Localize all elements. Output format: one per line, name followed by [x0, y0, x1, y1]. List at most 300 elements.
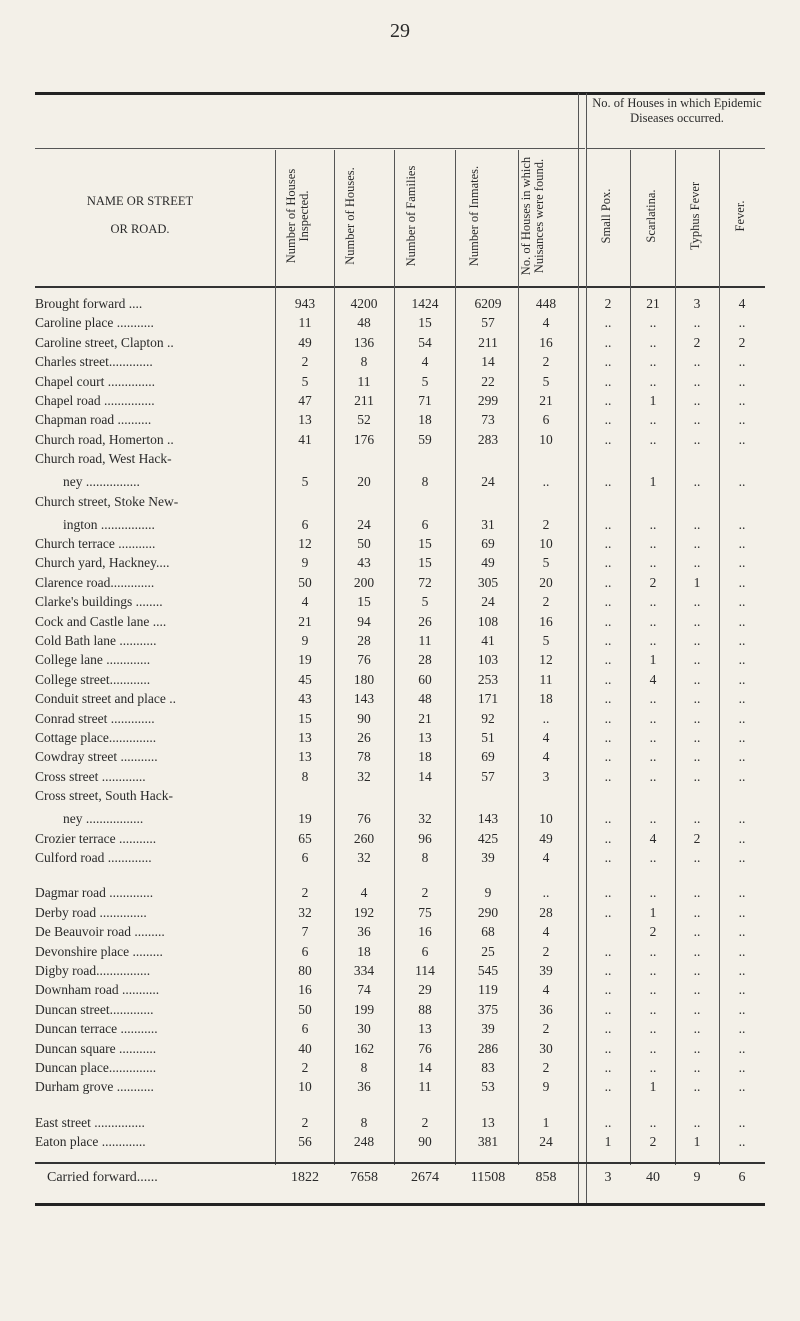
cell-fever: .. — [738, 373, 746, 389]
cell-small-pox: .. — [604, 730, 612, 745]
cell-houses-inspected: 6 — [301, 516, 309, 532]
cell-small-pox: .. — [604, 811, 612, 827]
cell-fever: .. — [738, 1134, 746, 1150]
cell-fever: .. — [738, 710, 746, 726]
cell-typhus-fever: .. — [693, 811, 701, 827]
cell-houses-inspected: 15 — [298, 710, 312, 726]
cell-inmates: 51 — [481, 730, 495, 745]
cell-scarlatina: .. — [649, 1040, 657, 1056]
table-row — [35, 652, 765, 672]
cell-families: 90 — [418, 1134, 432, 1150]
cell-small-pox: .. — [604, 393, 612, 408]
cell-small-pox: .. — [604, 1060, 612, 1075]
cell-typhus-fever: 1 — [693, 1134, 701, 1150]
cell-nuisances: 9 — [542, 1079, 550, 1095]
cell-small-pox: .. — [604, 516, 612, 532]
epidemic-group-rule — [586, 148, 765, 149]
cell-houses: 260 — [353, 830, 375, 846]
cell-houses-inspected: 65 — [298, 830, 312, 846]
cell-nuisances: 2 — [542, 943, 550, 959]
cell-scarlatina: .. — [649, 315, 657, 331]
cell-nuisances: 24 — [539, 1134, 553, 1150]
cell-inmates: 68 — [481, 924, 495, 940]
cell-houses: 4 — [360, 885, 368, 901]
cell-typhus-fever: .. — [693, 373, 701, 389]
cell-families: 21 — [418, 710, 432, 726]
cell-scarlatina: .. — [649, 710, 657, 726]
cell-scarlatina: .. — [649, 633, 657, 648]
cell-families: 96 — [418, 830, 432, 846]
cell-inmates: 39 — [481, 1021, 495, 1037]
table-row — [35, 412, 765, 432]
cell-nuisances: 2 — [542, 516, 550, 532]
street-name: Church road, Homerton .. — [35, 431, 174, 447]
cell-small-pox: .. — [604, 412, 612, 428]
table-row — [35, 730, 765, 750]
cell-families: 11 — [418, 633, 432, 648]
cell-nuisances: 4 — [542, 730, 550, 745]
cell-fever: .. — [738, 412, 746, 428]
cell-typhus-fever: .. — [693, 1114, 701, 1130]
cell-small-pox: .. — [604, 963, 612, 978]
cell-typhus-fever: .. — [693, 1021, 701, 1037]
cell-families: 15 — [418, 315, 432, 331]
table-row — [35, 1134, 765, 1154]
cell-fever: .. — [738, 1001, 746, 1017]
cell-families: 29 — [418, 982, 432, 998]
street-name: Clarke's buildings ........ — [35, 594, 163, 610]
cell-families: 6 — [421, 516, 429, 532]
cell-families: 114 — [415, 963, 435, 978]
cell-small-pox: .. — [604, 613, 612, 629]
cell-scarlatina: 2 — [649, 1134, 657, 1150]
cell-inmates: 119 — [478, 982, 498, 998]
cell-houses: 180 — [353, 671, 375, 687]
cell-houses: 94 — [357, 613, 371, 629]
cell-small-pox: .. — [604, 594, 612, 610]
header-mid-rule — [35, 148, 585, 149]
cell-inmates: 211 — [478, 334, 498, 350]
cell-fever: .. — [738, 315, 746, 331]
cell-inmates: 73 — [481, 412, 495, 428]
cell-houses-inspected: 13 — [298, 412, 312, 428]
street-name: ney ................ — [63, 474, 140, 490]
cell-nuisances: 49 — [539, 830, 553, 846]
cell-small-pox: .. — [604, 691, 612, 707]
cell-fever: .. — [738, 1079, 746, 1095]
cell-families: 4 — [421, 354, 429, 370]
cell-inmates: 13 — [481, 1114, 495, 1130]
cell-fever: .. — [738, 652, 746, 668]
cell-small-pox: .. — [604, 1079, 612, 1095]
cell-inmates: 49 — [481, 555, 495, 571]
street-name: De Beauvoir road ......... — [35, 924, 165, 940]
cell-families: 8 — [421, 850, 429, 865]
total-families: 2674 — [411, 1170, 439, 1185]
cell-houses-inspected: 43 — [298, 691, 312, 707]
cell-inmates: 39 — [481, 850, 495, 865]
cell-typhus-fever: .. — [693, 749, 701, 765]
cell-houses: 211 — [354, 393, 374, 408]
street-name: Cowdray street ........... — [35, 749, 158, 765]
cell-inmates: 103 — [477, 652, 499, 668]
cell-fever: .. — [738, 1021, 746, 1037]
cell-houses: 28 — [357, 633, 371, 648]
total-inmates: 11508 — [470, 1170, 506, 1185]
cell-typhus-fever: .. — [693, 1040, 701, 1056]
cell-houses: 32 — [357, 768, 371, 784]
cell-small-pox: .. — [604, 474, 612, 490]
table-row — [35, 594, 765, 614]
cell-families: 5 — [421, 594, 429, 610]
cell-fever: .. — [738, 594, 746, 610]
cell-fever: .. — [738, 963, 746, 978]
cell-families: 8 — [421, 474, 429, 490]
cell-houses-inspected: 12 — [298, 536, 312, 551]
cell-houses: 248 — [353, 1134, 375, 1150]
cell-nuisances: 16 — [539, 613, 553, 629]
cell-nuisances: 12 — [539, 652, 553, 668]
cell-typhus-fever: .. — [693, 393, 701, 408]
street-name: Duncan square ........... — [35, 1040, 157, 1056]
cell-houses-inspected: 4 — [301, 594, 309, 610]
cell-houses: 52 — [357, 412, 371, 428]
cell-scarlatina: .. — [649, 1060, 657, 1075]
cell-inmates: 92 — [481, 710, 495, 726]
cell-inmates: 69 — [481, 536, 495, 551]
cell-small-pox: .. — [604, 373, 612, 389]
cell-families: 5 — [421, 373, 429, 389]
cell-fever: .. — [738, 749, 746, 765]
cell-houses: 8 — [360, 354, 368, 370]
cell-scarlatina: .. — [649, 1001, 657, 1017]
table-row — [35, 885, 765, 905]
cell-houses: 48 — [357, 315, 371, 331]
bottom-rule — [35, 1203, 765, 1206]
cell-typhus-fever: .. — [693, 963, 701, 978]
table-row — [35, 944, 765, 964]
cell-inmates: 143 — [477, 811, 499, 827]
cell-fever: .. — [738, 850, 746, 865]
cell-houses-inspected: 13 — [298, 749, 312, 765]
cell-small-pox: .. — [604, 671, 612, 687]
street-name: Duncan street............. — [35, 1001, 154, 1017]
cell-fever: .. — [738, 904, 746, 920]
street-name: ington ................ — [63, 516, 155, 532]
cell-small-pox: 1 — [604, 1134, 612, 1150]
cell-inmates: 57 — [481, 315, 495, 331]
cell-nuisances: 4 — [542, 315, 550, 331]
cell-nuisances: 20 — [539, 574, 553, 590]
cell-inmates: 299 — [477, 393, 499, 408]
cell-scarlatina: .. — [649, 1114, 657, 1130]
cell-small-pox: .. — [604, 749, 612, 765]
cell-houses-inspected: 19 — [298, 811, 312, 827]
cell-fever: .. — [738, 633, 746, 648]
cell-families: 88 — [418, 1001, 432, 1017]
cell-inmates: 425 — [477, 830, 499, 846]
street-name: Church yard, Hackney.... — [35, 555, 170, 571]
table-row — [35, 335, 765, 355]
table-row — [35, 749, 765, 769]
cell-scarlatina: .. — [649, 431, 657, 447]
cell-scarlatina: .. — [649, 850, 657, 865]
cell-houses-inspected: 2 — [301, 885, 309, 901]
total-houses: 7658 — [350, 1170, 378, 1185]
cell-scarlatina: 4 — [649, 830, 657, 846]
cell-small-pox: .. — [604, 652, 612, 668]
street-name: Chapel road ............... — [35, 393, 155, 408]
cell-fever: .. — [738, 1114, 746, 1130]
cell-families: 18 — [418, 412, 432, 428]
street-name: Conduit street and place .. — [35, 691, 176, 707]
cell-houses-inspected: 2 — [301, 354, 309, 370]
street-name: Clarence road............. — [35, 574, 155, 590]
street-name: Conrad street ............. — [35, 710, 155, 726]
cell-small-pox: .. — [604, 1001, 612, 1017]
cell-nuisances: 21 — [539, 393, 553, 408]
cell-typhus-fever: .. — [693, 768, 701, 784]
table-row — [35, 555, 765, 575]
cell-nuisances: 4 — [542, 924, 550, 940]
table-row — [35, 905, 765, 925]
cell-houses-inspected: 5 — [301, 474, 309, 490]
cell-families: 28 — [418, 652, 432, 668]
cell-inmates: 14 — [481, 354, 495, 370]
cell-houses: 15 — [357, 594, 371, 610]
cell-typhus-fever: .. — [693, 594, 701, 610]
cell-houses-inspected: 80 — [298, 963, 312, 978]
cell-families: 2 — [421, 885, 429, 901]
cell-inmates: 286 — [477, 1040, 499, 1056]
cell-nuisances: 11 — [539, 671, 553, 687]
table-row — [35, 691, 765, 711]
cell-small-pox: .. — [604, 354, 612, 370]
table-row — [35, 374, 765, 394]
cell-scarlatina: .. — [649, 516, 657, 532]
cell-small-pox: .. — [604, 850, 612, 865]
cell-small-pox: 2 — [604, 296, 612, 311]
cell-families: 76 — [418, 1040, 432, 1056]
name-col-heading-2: OR ROAD. — [110, 222, 170, 236]
cell-typhus-fever: .. — [693, 671, 701, 687]
cell-fever: .. — [738, 943, 746, 959]
cell-houses: 4200 — [350, 296, 378, 311]
total-top-rule — [35, 1162, 765, 1164]
cell-nuisances: .. — [542, 885, 550, 901]
cell-inmates: 305 — [477, 574, 499, 590]
cell-typhus-fever: .. — [693, 354, 701, 370]
cell-typhus-fever: .. — [693, 730, 701, 745]
street-name: Charles street............. — [35, 354, 153, 370]
cell-scarlatina: 1 — [649, 393, 657, 408]
cell-nuisances: 10 — [539, 536, 553, 551]
cell-nuisances: .. — [542, 474, 550, 490]
street-name: Caroline place ........... — [35, 315, 154, 331]
cell-inmates: 108 — [477, 613, 499, 629]
cell-houses: 76 — [357, 811, 371, 827]
cell-houses-inspected: 6 — [301, 1021, 309, 1037]
cell-houses-inspected: 49 — [298, 334, 312, 350]
cell-fever: .. — [738, 982, 746, 998]
table-row — [35, 393, 765, 413]
col-heading-scarlatina: Scarlatina. — [644, 189, 658, 243]
cell-typhus-fever: .. — [693, 516, 701, 532]
cell-inmates: 24 — [481, 474, 495, 490]
col-heading-typhus-fever: Typhus Fever — [688, 181, 702, 251]
cell-scarlatina: .. — [649, 536, 657, 551]
col-heading-houses: Number of Houses. — [343, 167, 357, 265]
cell-typhus-fever: .. — [693, 652, 701, 668]
cell-scarlatina: .. — [649, 334, 657, 350]
cell-houses-inspected: 10 — [298, 1079, 312, 1095]
cell-typhus-fever: 1 — [693, 574, 701, 590]
cell-houses: 26 — [357, 730, 371, 745]
cell-fever: .. — [738, 924, 746, 940]
cell-scarlatina: .. — [649, 373, 657, 389]
cell-inmates: 22 — [481, 373, 495, 389]
cell-scarlatina: .. — [649, 730, 657, 745]
cell-typhus-fever: .. — [693, 885, 701, 901]
cell-houses-inspected: 9 — [301, 633, 309, 648]
street-name: Crozier terrace ........... — [35, 830, 157, 846]
cell-families: 2 — [421, 1114, 429, 1130]
street-name: College street............ — [35, 671, 151, 687]
cell-scarlatina: 4 — [649, 671, 657, 687]
cell-houses-inspected: 56 — [298, 1134, 312, 1150]
cell-fever: .. — [738, 393, 746, 408]
epidemic-group-heading: No. of Houses in which Epidemic Diseases occurred. — [592, 96, 762, 125]
cell-nuisances: 28 — [539, 904, 553, 920]
cell-families: 14 — [418, 768, 432, 784]
cell-nuisances: 2 — [542, 594, 550, 610]
table-row — [35, 474, 765, 494]
table-row — [35, 432, 765, 452]
cell-houses-inspected: 19 — [298, 652, 312, 668]
table-row — [35, 354, 765, 374]
street-name: Duncan place.............. — [35, 1060, 157, 1075]
cell-fever: .. — [738, 516, 746, 532]
header-bottom-rule — [35, 286, 765, 288]
cell-inmates: 57 — [481, 768, 495, 784]
cell-typhus-fever: .. — [693, 1001, 701, 1017]
cell-scarlatina: .. — [649, 811, 657, 827]
cell-typhus-fever: .. — [693, 315, 701, 331]
cell-fever: .. — [738, 691, 746, 707]
street-name: Cottage place.............. — [35, 730, 157, 745]
cell-fever: .. — [738, 830, 746, 846]
street-name: Eaton place ............. — [35, 1134, 146, 1150]
cell-small-pox: .. — [604, 710, 612, 726]
street-name: Chapel court .............. — [35, 373, 155, 389]
cell-nuisances: 2 — [542, 354, 550, 370]
cell-scarlatina: .. — [649, 963, 657, 978]
cell-typhus-fever: .. — [693, 474, 701, 490]
cell-fever: .. — [738, 730, 746, 745]
cell-families: 26 — [418, 613, 432, 629]
cell-small-pox: .. — [604, 830, 612, 846]
cell-nuisances: 4 — [542, 850, 550, 865]
table-row — [35, 517, 765, 537]
cell-families: 1424 — [411, 296, 439, 311]
table-row — [35, 614, 765, 634]
total-typhus-fever: 9 — [693, 1170, 701, 1185]
cell-small-pox: .. — [604, 885, 612, 901]
table-row — [35, 1060, 765, 1080]
cell-typhus-fever: .. — [693, 850, 701, 865]
cell-typhus-fever: .. — [693, 924, 701, 940]
street-name: Caroline street, Clapton .. — [35, 334, 174, 350]
cell-typhus-fever: 2 — [693, 830, 701, 846]
cell-houses: 43 — [357, 555, 371, 571]
cell-nuisances: 5 — [542, 555, 550, 571]
cell-scarlatina: 2 — [649, 924, 657, 940]
cell-small-pox: .. — [604, 943, 612, 959]
cell-scarlatina: 1 — [649, 652, 657, 668]
cell-nuisances: 18 — [539, 691, 553, 707]
cell-nuisances: 2 — [542, 1021, 550, 1037]
total-fever: 6 — [738, 1170, 746, 1185]
street-name: Derby road .............. — [35, 904, 147, 920]
cell-small-pox: .. — [604, 536, 612, 551]
cell-houses-inspected: 50 — [298, 574, 312, 590]
cell-nuisances: 30 — [539, 1040, 553, 1056]
cell-typhus-fever: .. — [693, 691, 701, 707]
cell-inmates: 24 — [481, 594, 495, 610]
street-name: Cross street ............. — [35, 768, 146, 784]
cell-houses-inspected: 943 — [294, 296, 316, 311]
street-name: Devonshire place ......... — [35, 943, 163, 959]
cell-inmates: 171 — [477, 691, 499, 707]
cell-small-pox: .. — [604, 334, 612, 350]
cell-fever: .. — [738, 431, 746, 447]
cell-scarlatina: 2 — [649, 574, 657, 590]
table-row — [35, 769, 765, 789]
cell-inmates: 31 — [481, 516, 495, 532]
table-row — [35, 315, 765, 335]
cell-small-pox: .. — [604, 555, 612, 571]
cell-families: 54 — [418, 334, 432, 350]
street-name: ney ................. — [63, 811, 144, 827]
street-name: Church terrace ........... — [35, 536, 156, 551]
total-nuisances: 858 — [535, 1170, 557, 1185]
cell-houses-inspected: 47 — [298, 393, 312, 408]
cell-houses-inspected: 11 — [298, 315, 312, 331]
name-col-heading-1: NAME OR STREET — [86, 194, 194, 208]
table-row — [35, 536, 765, 556]
col-heading-houses-inspected: Number of Houses Inspected. — [284, 168, 311, 264]
col-heading-fever: Fever. — [733, 200, 747, 232]
cell-fever: .. — [738, 536, 746, 551]
cell-houses-inspected: 45 — [298, 671, 312, 687]
cell-families: 60 — [418, 671, 432, 687]
cell-houses: 8 — [360, 1060, 368, 1075]
street-name: Duncan terrace ........... — [35, 1021, 158, 1037]
cell-scarlatina: .. — [649, 749, 657, 765]
top-rule — [35, 92, 765, 95]
cell-families: 59 — [418, 431, 432, 447]
cell-typhus-fever: .. — [693, 710, 701, 726]
cell-scarlatina: .. — [649, 555, 657, 571]
cell-inmates: 381 — [477, 1134, 499, 1150]
cell-inmates: 41 — [481, 633, 495, 648]
cell-typhus-fever: 3 — [693, 296, 701, 311]
table-row — [35, 1079, 765, 1099]
cell-families: 15 — [418, 536, 432, 551]
table-row — [35, 296, 765, 316]
table-row — [35, 982, 765, 1002]
cell-scarlatina: .. — [649, 354, 657, 370]
